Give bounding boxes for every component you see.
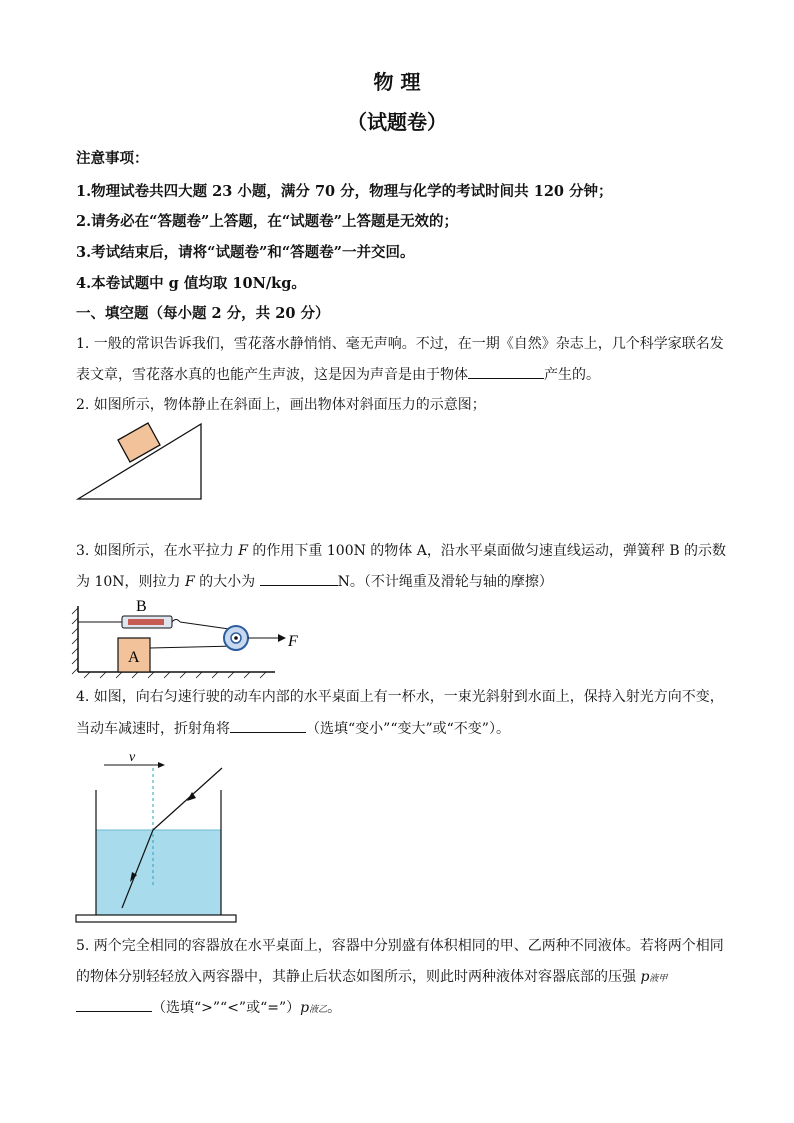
q5-text-b: （选填“>”“<”或“=”） [152,1000,301,1016]
table-hatching [84,672,266,678]
q3-answer-blank[interactable] [260,571,338,586]
rope-lower [150,646,236,648]
notice-item-4: 4.本卷试题中 g 值均取 10N/kg。 [76,275,306,292]
pulley-center [234,636,238,640]
velocity-arrowhead [158,762,165,768]
label-A: A [128,649,140,666]
spring-hook [172,620,180,623]
q1-answer-blank[interactable] [468,364,544,379]
refraction-cup-figure [74,748,240,926]
incident-ray [153,768,222,830]
water [96,830,221,915]
q5-subscript-yi: 液乙 [309,1005,328,1015]
spring-balance-coil [128,619,164,625]
q3-text-b: 的作用下重 100N 的物体 A，沿水平桌面做匀速直线运动，弹簧秤 B 的示数 [247,543,727,559]
q3-line2 [76,571,553,593]
q3-text-e: N。（不计绳重及滑轮与轴的摩擦） [337,574,553,590]
q4-text-a: 当动车减速时，折射角将 [76,721,230,737]
wall-hatching [72,608,78,674]
q5-text-end: 。 [327,1000,342,1016]
q1-line1: 1. 一般的常识告诉我们，雪花落水静悄悄、毫无声响。不过，在一期《自然》杂志上，几个科学家联名发 [76,336,724,352]
notice-item-2: 2.请务必在“答题卷”上答题，在“试题卷”上答题是无效的； [76,213,458,230]
q5-pressure-symbol-2: p [300,1000,310,1016]
q3-text-c: 为 10N，则拉力 [76,574,185,590]
q4-text-b: （选填“变小”“变大”或“不变”）。 [306,721,510,737]
q3-force-symbol-2: F [184,574,195,590]
notice-heading: 注意事项： [76,150,149,167]
q5-answer-blank[interactable] [76,997,152,1012]
page-title: 物 理 [373,70,421,94]
q4-line2 [76,718,510,740]
label-B: B [136,598,147,615]
q4-answer-blank[interactable] [230,718,306,733]
notice-item-1: 1.物理试卷共四大题 23 小题，满分 70 分，物理与化学的考试时间共 120 分钟； [76,183,613,200]
q3-text-a: 3. 如图所示，在水平拉力 [76,543,239,559]
section-heading: 一、填空题（每小题 2 分，共 20 分） [76,305,330,322]
q3-force-symbol: F [238,543,248,559]
q5-pressure-symbol-1: p [640,969,650,985]
q5-line1: 5. 两个完全相同的容器放在水平桌面上，容器中分别盛有体积相同的甲、乙两种不同液体。若将两个相同 [76,938,724,954]
q1-line2-end: 产生的。 [544,367,600,383]
force-arrowhead [278,634,286,642]
label-v: v [129,750,136,765]
q5-line2 [76,966,667,990]
q4-line1: 4. 如图，向右匀速行驶的动车内部的水平桌面上有一杯水，一束光斜射到水面上，保持入射光方向不变， [76,689,724,705]
incline-figure [74,420,206,504]
q3-text-d: 的大小为 [194,574,260,590]
q5-text-a: 的物体分别轻轻放入两容器中，其静止后状态如图所示，则此时两种液体对容器底部的压强 [76,969,641,985]
q1-line2 [76,364,600,386]
page-subtitle: （试题卷） [347,110,447,134]
q5-subscript-jia: 液甲 [649,974,668,984]
q1-line2-text: 表文章，雪花落水真的也能产生声波，这是因为声音是由于物体 [76,367,468,383]
q3-line1 [76,540,726,562]
table [76,915,236,922]
q2-line1: 2. 如图所示，物体静止在斜面上，画出物体对斜面压力的示意图； [76,397,486,413]
q5-line3 [76,997,341,1021]
pulley-spring-figure [70,596,310,680]
label-F: F [288,633,298,650]
notice-item-3: 3.考试结束后，请将“试题卷”和“答题卷”一并交回。 [76,244,415,261]
